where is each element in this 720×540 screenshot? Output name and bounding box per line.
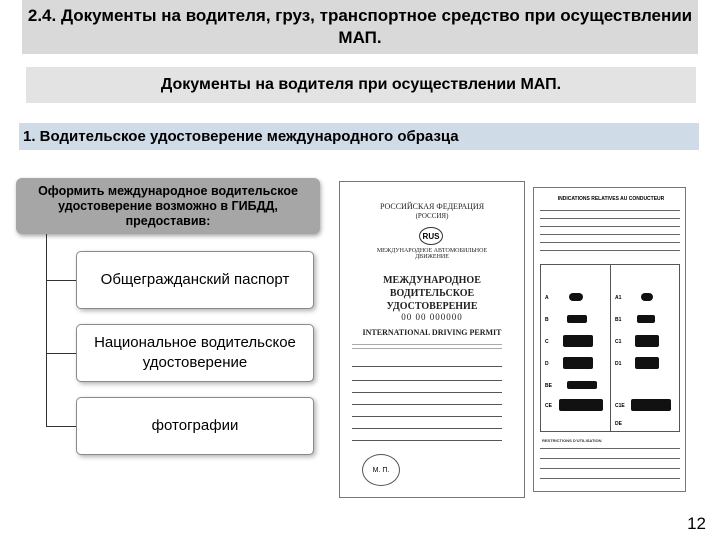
category-label: B [545,317,549,323]
motorcycle-icon [569,293,583,301]
permit-association: МЕЖДУНАРОДНОЕ АВТОМОБИЛЬНОЕ ДВИЖЕНИЕ [376,248,488,260]
child-photos: фотографии [76,397,314,455]
form-line [540,226,680,227]
form-line [352,404,502,405]
category-label: B1 [615,317,622,323]
category-label: C1 [615,339,622,345]
category-label: D [545,361,549,367]
truck-icon [635,335,659,347]
permit-stamp: М. П. [362,454,400,486]
permit-country-sub: (РОССИЯ) [415,212,449,220]
form-line [540,478,680,479]
truck-icon [563,335,593,347]
form-line [540,250,680,251]
form-line [540,234,680,235]
motorcycle-icon [641,293,653,301]
form-line [352,344,502,345]
form-line [540,218,680,219]
car-icon [637,315,655,323]
category-label: D1 [615,361,622,367]
truck-trailer-icon [631,399,671,411]
restrictions-label: RESTRICTIONS D'UTILISATION [542,438,602,443]
permit-inner-header: INDICATIONS RELATIVES AU CONDUCTEUR [557,196,665,202]
form-line [352,366,502,367]
tree-vertical-line [46,234,47,426]
form-line [540,468,680,469]
permit-inner-page-image [533,187,686,492]
bus-icon [635,357,659,369]
form-line [540,458,680,459]
rus-emblem-icon: RUS [419,227,443,245]
form-line [540,242,680,243]
section-heading: 1. Водительское удостоверение международного образца [19,123,699,150]
form-line [352,428,502,429]
permit-title-en: INTERNATIONAL DRIVING PERMIT [362,328,502,337]
category-label: A1 [615,295,622,301]
car-trailer-icon [567,381,597,389]
permit-title-ru: МЕЖДУНАРОДНОЕ ВОДИТЕЛЬСКОЕ УДОСТОВЕРЕНИЕ [383,275,481,312]
category-label: A [545,295,549,301]
category-label: C [545,339,549,345]
tree-branch-line [46,280,76,281]
category-label: BE [545,383,552,389]
tree-branch-line [46,426,76,427]
form-line [540,448,680,449]
category-label: CE [545,403,552,409]
parent-node: Оформить международное водительское удостоверение возможно в ГИБДД, предоставив: [16,178,320,234]
category-label: C1E [615,403,625,409]
category-grid [540,264,680,432]
bus-icon [563,357,593,369]
form-line [352,380,502,381]
child-passport: Общегражданский паспорт [76,251,314,309]
page-number: 12 [687,514,706,533]
permit-country: РОССИЙСКАЯ ФЕДЕРАЦИЯ [379,202,485,211]
form-line [352,392,502,393]
form-line [352,440,502,441]
grid-divider [610,265,611,431]
form-line [352,348,502,349]
permit-cover-image [339,181,525,498]
child-national-license: Национальное водительское удостоверение [76,324,314,382]
form-line [352,416,502,417]
slide-title: 2.4. Документы на водителя, груз, транспортное средство при осуществлении МАП. [22,0,698,54]
car-icon [567,315,587,323]
category-label: DE [615,421,622,427]
truck-trailer-icon [559,399,603,411]
tree-branch-line [46,353,76,354]
form-line [540,210,680,211]
permit-number: 00 00 000000 [401,312,463,322]
slide-subtitle: Документы на водителя при осуществлении МАП. [26,67,696,103]
